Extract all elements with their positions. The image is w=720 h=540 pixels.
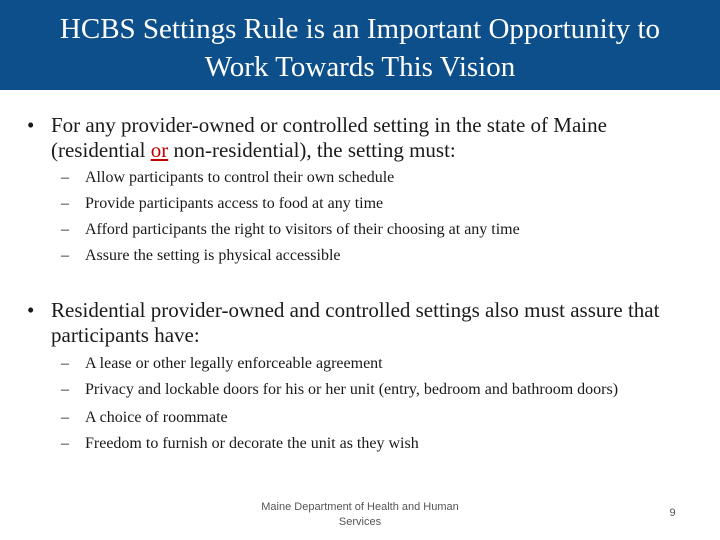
list-item-text: Assure the setting is physical accessible bbox=[85, 247, 341, 264]
dash-marker: – bbox=[61, 381, 69, 398]
dash-marker: – bbox=[61, 221, 69, 238]
participant-rights-list bbox=[61, 351, 701, 457]
bullet-marker: • bbox=[27, 113, 35, 137]
list-item-text: Freedom to furnish or decorate the unit as they wish bbox=[85, 435, 419, 452]
dash-marker: – bbox=[61, 435, 69, 452]
bullet-residential-settings-text: Residential provider-owned and controlled settings also must assure that participants have: bbox=[51, 298, 660, 347]
dash-marker: – bbox=[61, 195, 69, 212]
page-number: 9 bbox=[669, 507, 676, 519]
list-item-text: Allow participants to control their own schedule bbox=[85, 169, 395, 186]
dash-marker: – bbox=[61, 355, 69, 372]
list-item bbox=[61, 431, 701, 457]
dash-marker: – bbox=[61, 169, 69, 186]
bullet-text-before: For any provider-owned or controlled setting in the state of Maine (residential bbox=[51, 113, 607, 162]
slide-title-line-2: Work Towards This Vision bbox=[204, 51, 516, 83]
list-item-text: Privacy and lockable doors for his or her unit (entry, bedroom and bathroom doors) bbox=[85, 381, 619, 398]
bullet-marker: • bbox=[27, 298, 35, 322]
list-item bbox=[61, 191, 701, 217]
list-item bbox=[61, 243, 701, 269]
list-item bbox=[61, 217, 701, 243]
footer-organization: Maine Department of Health and Human Services bbox=[261, 501, 459, 528]
dash-marker: – bbox=[61, 409, 69, 426]
slide-title-bar bbox=[0, 0, 720, 90]
list-item bbox=[61, 351, 701, 377]
dash-marker: – bbox=[61, 247, 69, 264]
bullet-residential-settings bbox=[27, 298, 697, 348]
bullet-provider-settings bbox=[27, 113, 697, 163]
list-item-text: Afford participants the right to visitors of their choosing at any time bbox=[85, 221, 520, 238]
list-item-text: Provide participants access to food at any time bbox=[85, 195, 384, 212]
list-item bbox=[61, 405, 701, 431]
slide-title-line-1: HCBS Settings Rule is an Important Opportunity to bbox=[59, 13, 661, 45]
list-item bbox=[61, 165, 701, 191]
bullet-text-after: non-residential), the setting must: bbox=[168, 138, 456, 162]
list-item bbox=[61, 377, 701, 405]
list-item-text: A choice of roommate bbox=[85, 409, 228, 426]
bullet-provider-settings-text bbox=[27, 113, 697, 163]
emphasis-or: or bbox=[150, 138, 169, 162]
setting-requirements-list bbox=[61, 165, 701, 269]
list-item-text: A lease or other legally enforceable agreement bbox=[85, 355, 383, 372]
